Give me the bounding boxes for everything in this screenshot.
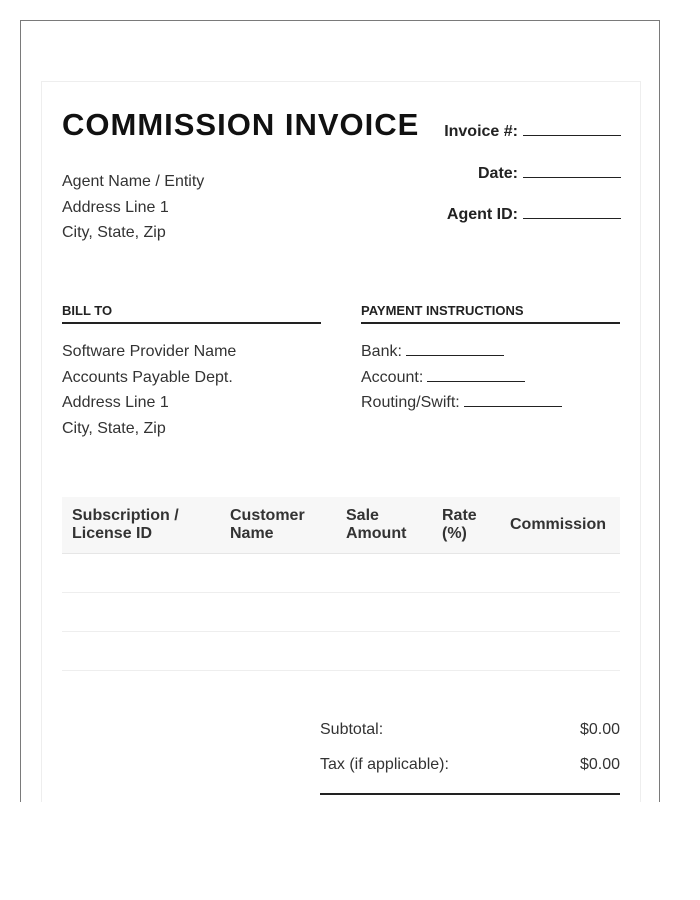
- column-header-customer-name: [220, 497, 336, 554]
- bill-to-line: Accounts Payable Dept.: [62, 368, 233, 386]
- column-header-text: Rate: [442, 507, 477, 524]
- table-cell[interactable]: [220, 593, 336, 632]
- table-header-row: [62, 497, 620, 554]
- table-cell[interactable]: [336, 632, 432, 671]
- invoice-number-blank[interactable]: [523, 121, 621, 136]
- bank-blank[interactable]: [406, 342, 504, 356]
- date-blank[interactable]: [523, 163, 621, 178]
- bill-to-line: Address Line 1: [62, 394, 169, 411]
- subtotal-label: Subtotal:: [320, 721, 384, 738]
- column-header-text: Commission: [510, 516, 607, 533]
- agent-id-blank[interactable]: [523, 204, 621, 219]
- tax-row: [320, 756, 620, 774]
- bill-to-heading: BILL TO: [62, 303, 321, 324]
- table-cell[interactable]: [220, 632, 336, 671]
- routing-field[interactable]: [361, 390, 562, 416]
- account-blank[interactable]: [427, 368, 525, 382]
- routing-label: Routing/Swift:: [361, 394, 460, 411]
- agent-id-label: Agent ID:: [446, 206, 518, 223]
- column-header-license-id: [62, 497, 220, 554]
- table-cell[interactable]: [62, 593, 220, 632]
- column-header-text: Customer: [230, 507, 305, 524]
- column-header-text: License ID: [72, 525, 153, 542]
- subtotal-value: $0.00: [579, 721, 620, 738]
- bill-to-address: [62, 339, 236, 441]
- agent-address-line: Address Line 1: [62, 198, 169, 216]
- invoice-title: COMMISSION INVOICE: [62, 107, 420, 142]
- table-row[interactable]: [62, 632, 620, 671]
- column-header-commission: [500, 497, 620, 554]
- tax-label: Tax (if applicable):: [320, 756, 449, 773]
- account-field[interactable]: [361, 365, 562, 391]
- subtotal-row: [320, 721, 620, 739]
- invoice-document: [41, 81, 641, 802]
- line-items-table: [62, 497, 620, 671]
- agent-address: [62, 169, 204, 246]
- table-cell[interactable]: [62, 554, 220, 593]
- table-cell[interactable]: [220, 554, 336, 593]
- payment-instructions-heading: PAYMENT INSTRUCTIONS: [361, 303, 620, 324]
- tax-value: $0.00: [579, 756, 620, 773]
- table-cell[interactable]: [432, 593, 500, 632]
- table-cell[interactable]: [500, 593, 620, 632]
- table-row[interactable]: [62, 593, 620, 632]
- table-cell[interactable]: [500, 632, 620, 671]
- column-header-rate: [432, 497, 500, 554]
- table-cell[interactable]: [336, 554, 432, 593]
- bank-field[interactable]: [361, 339, 562, 365]
- table-cell[interactable]: [432, 554, 500, 593]
- bill-to-line: Software Provider Name: [62, 343, 237, 360]
- invoice-number-label: Invoice #:: [444, 123, 518, 140]
- table-cell[interactable]: [62, 632, 220, 671]
- column-header-sale-amount: [336, 497, 432, 554]
- totals-divider: [320, 793, 620, 795]
- routing-blank[interactable]: [464, 393, 562, 407]
- account-label: Account:: [361, 368, 424, 386]
- table-cell[interactable]: [500, 554, 620, 593]
- table-cell[interactable]: [432, 632, 500, 671]
- column-header-text: Name: [230, 525, 274, 542]
- bank-label: Bank:: [361, 343, 402, 360]
- agent-id-field[interactable]: [447, 204, 621, 224]
- bill-to-line: City, State, Zip: [62, 419, 166, 437]
- payment-instructions: [361, 339, 562, 416]
- date-label: Date:: [477, 165, 518, 182]
- agent-city-line: City, State, Zip: [62, 224, 166, 241]
- column-header-text: Subscription /: [72, 507, 179, 524]
- column-header-text: Amount: [346, 525, 407, 542]
- column-header-text: Sale: [346, 507, 379, 524]
- table-cell[interactable]: [336, 593, 432, 632]
- table-row[interactable]: [62, 554, 620, 593]
- column-header-text: (%): [442, 525, 467, 542]
- invoice-number-field[interactable]: [444, 121, 621, 141]
- date-field[interactable]: [478, 163, 621, 183]
- agent-name: Agent Name / Entity: [62, 173, 205, 190]
